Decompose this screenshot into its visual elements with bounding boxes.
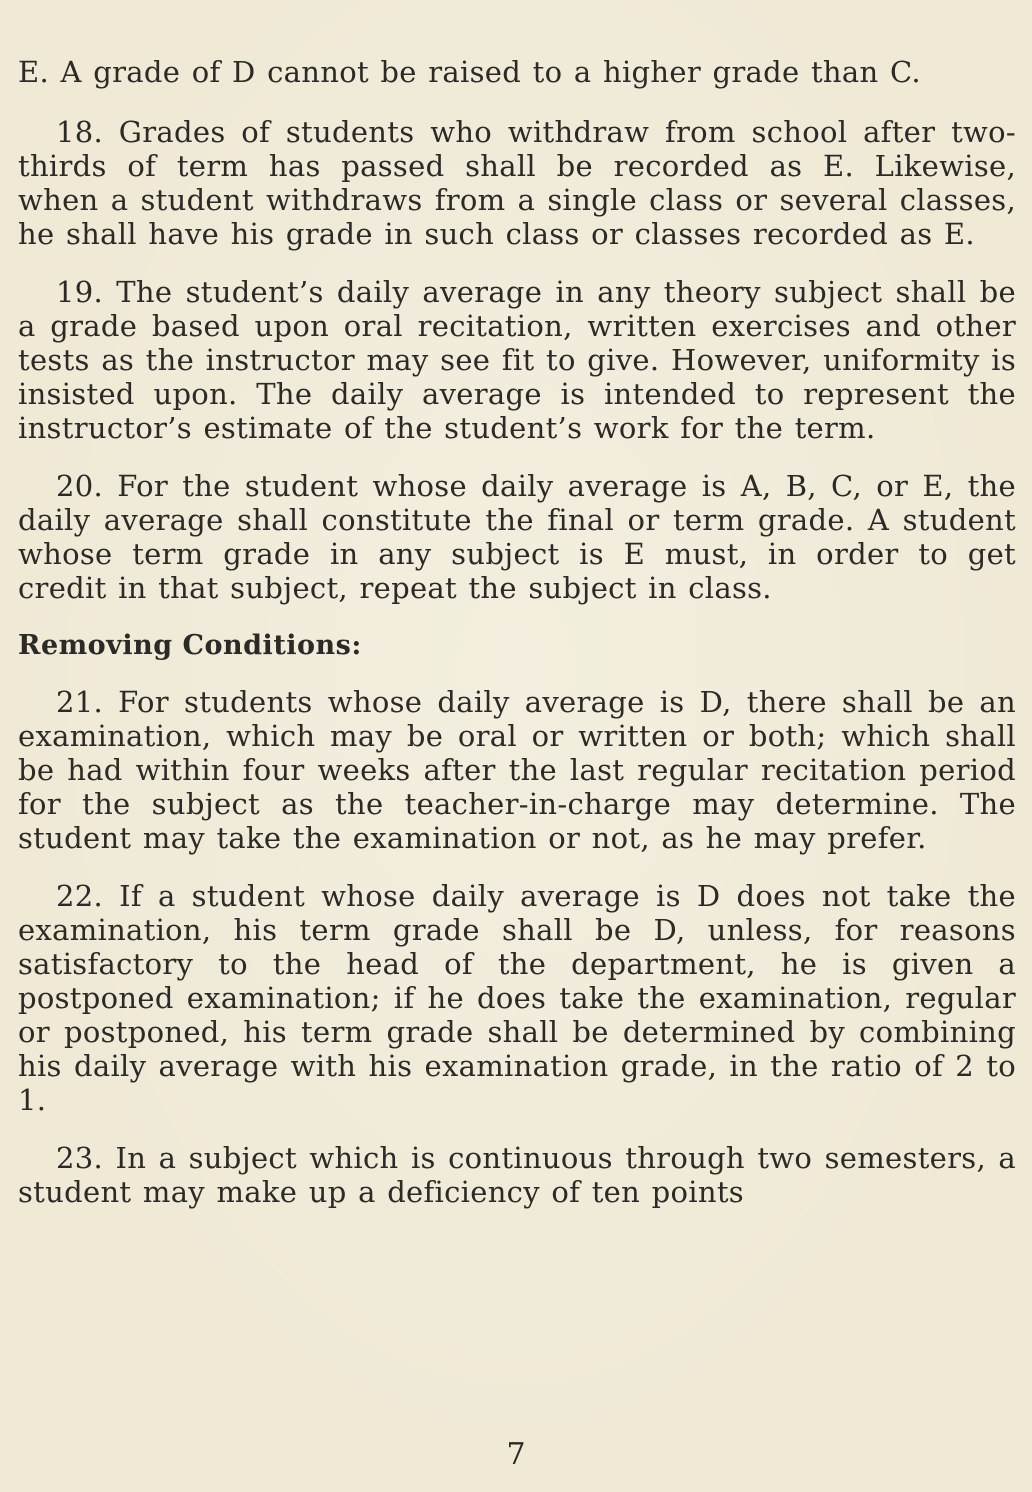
paragraph-rule-e: E. A grade of D cannot be raised to a higher grade than C. [18,55,921,89]
page-number: 7 [506,1437,526,1472]
paragraph-rule-20: 20. For the student whose daily average is A, B, C, or E, the daily average shall constitute the final or term grade. A student whose term grade in any subject is E must, in order to get credit in that subject, repeat the subject in class. [18,469,1016,605]
section-heading: Removing Conditions: [18,630,362,661]
paragraph-rule-21: 21. For students whose daily average is D, there shall be an examination, which may be oral or written or both; which shall be had within four weeks after the last regular recitation period for the subject as the teacher-in-charge may determine. The student may take the examination or not, as he may prefer. [18,685,1016,855]
paragraph-rule-22: 22. If a student whose daily average is D does not take the examination, his term grade shall be D, unless, for reasons satisfactory to the head of the department, he is given a postponed examination; if he does take the examination, regular or postponed, his term grade shall be determined by combining his daily average with his examination grade, in the ratio of 2 to 1. [18,879,1016,1117]
paragraph-rule-18: 18. Grades of students who withdraw from school after two-thirds of term has passed shall be recorded as E. Likewise, when a student withdraws from a single class or several classes, he shall have his grade in such class or classes recorded as E. [18,115,1016,251]
paragraph-rule-23: 23. In a subject which is continuous through two semesters, a student may make up a deficiency of ten points [18,1141,1016,1209]
paragraph-rule-19: 19. The student’s daily average in any theory subject shall be a grade based upon oral recitation, written exercises and other tests as the instructor may see fit to give. However, uniformity is insisted upon. The daily average is intended to represent the instructor’s estimate of the student’s work for the term. [18,275,1016,445]
